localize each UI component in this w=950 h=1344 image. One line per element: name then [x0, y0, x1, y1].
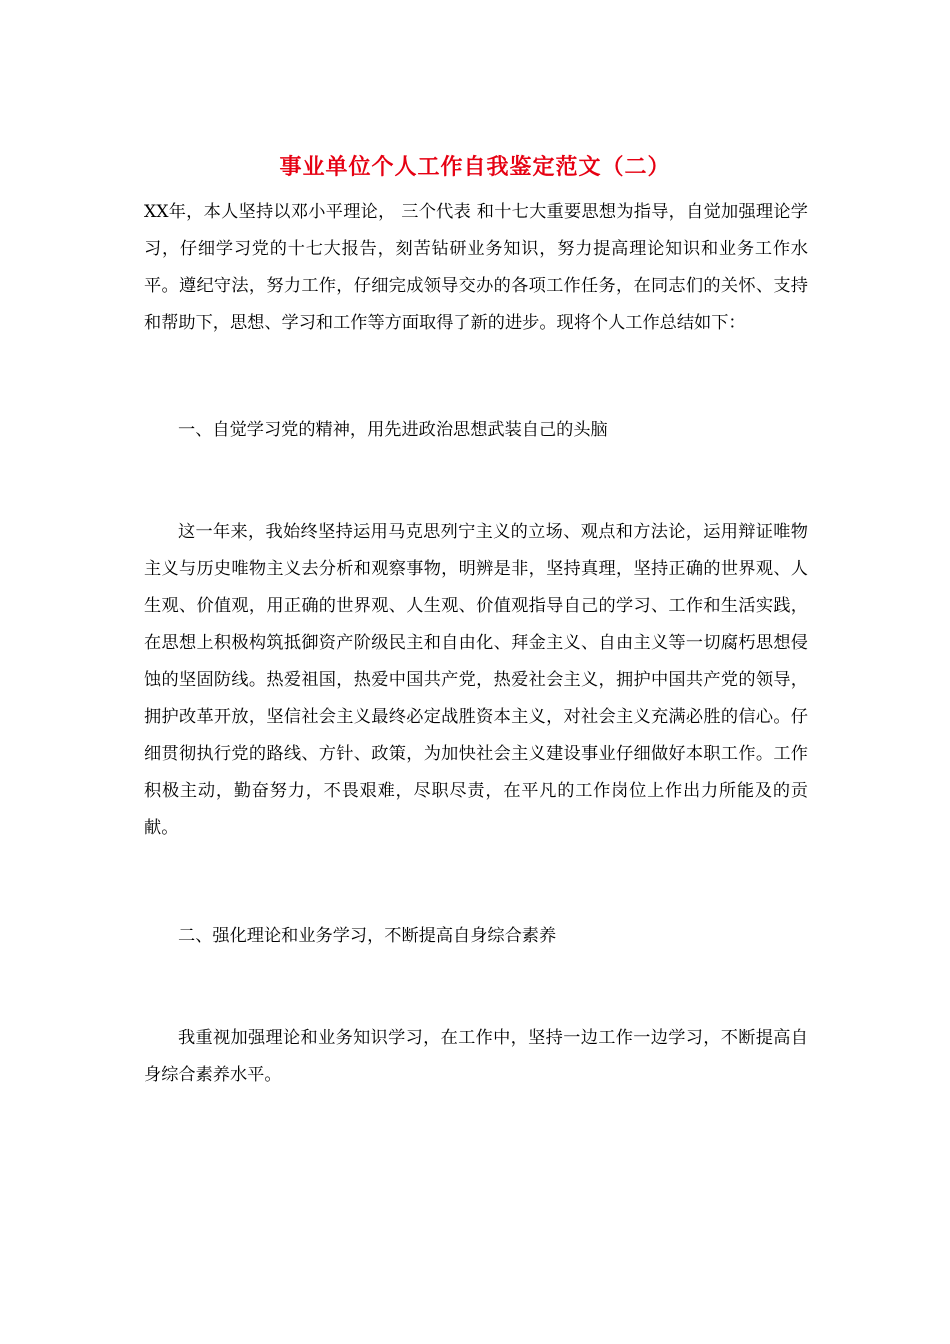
section-body-2: 我重视加强理论和业务知识学习，在工作中，坚持一边工作一边学习，不断提高自身综合素养水平。: [144, 1028, 808, 1085]
section-heading-1: 一、自觉学习党的精神，用先进政治思想武装自己的头脑: [178, 420, 608, 440]
section-body-1: 这一年来，我始终坚持运用马克思列宁主义的立场、观点和方法论，运用辩证唯物主义与历史唯物主义去分析和观察事物，明辨是非，坚持真理，坚持正确的世界观、人生观、价值观，用正确的世界观、人生观、价值观指导自己的学习、工作和生活实践，在思想上积极构筑抵御资产阶级民主和自由化、拜金主义、自由主义等一切腐朽思想侵蚀的坚固防线。热爱祖国，热爱中国共产党，热爱社会主义，拥护中国共产党的领导，拥护改革开放，坚信社会主义最终必定战胜资本主义，对社会主义充满必胜的信心。仔细贯彻执行党的路线、方针、政策，为加快社会主义建设事业仔细做好本职工作。工作积极主动，勤奋努力，不畏艰难，尽职尽责，在平凡的工作岗位上作出力所能及的贡献。: [144, 522, 808, 838]
section-heading-2: 二、强化理论和业务学习，不断提高自身综合素养: [178, 926, 557, 946]
intro-paragraph: XX年，本人坚持以邓小平理论， 三个代表 和十七大重要思想为指导，自觉加强理论学习，仔细学习党的十七大报告，刻苦钻研业务知识，努力提高理论知识和业务工作水平。遵纪守法，努力工作，仔细完成领导交办的各项工作任务，在同志们的关怀、支持和帮助下，思想、学习和工作等方面取得了新的进步。现将个人工作总结如下：: [144, 202, 808, 333]
document-title: 事业单位个人工作自我鉴定范文（二）: [279, 154, 671, 180]
